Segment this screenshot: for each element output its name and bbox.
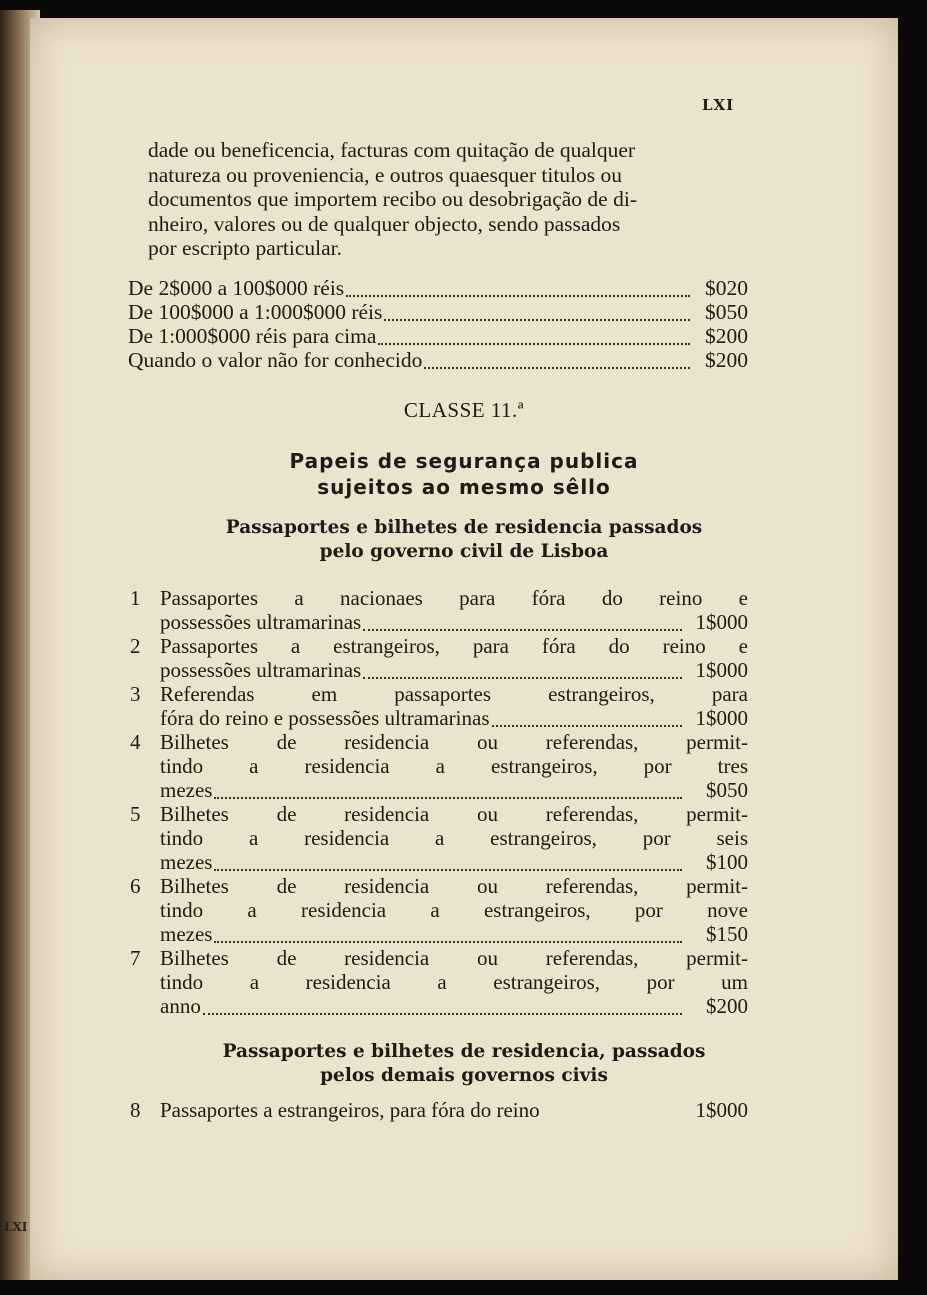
item-amount: 1$000 (695, 706, 748, 730)
list-item (130, 1098, 748, 1123)
ladder-label: Quando o valor não for conhecido (128, 348, 423, 372)
item-number: 7 (130, 946, 141, 970)
list-item (130, 634, 748, 682)
leader-dots (203, 1012, 682, 1015)
item-text-line: Bilhetes de residencia ou referendas, permit- (160, 802, 748, 826)
item-number: 4 (130, 730, 141, 754)
intro-line: por escripto particular. (148, 236, 343, 260)
ladder-amount: $200 (705, 348, 748, 372)
item-text-line: Referendas em passaportes estrangeiros, para (160, 682, 748, 706)
subheading-line: Passaportes e bilhetes de residencia, passados (222, 1041, 706, 1062)
list-item (130, 730, 748, 802)
item-text-last: fóra do reino e possessões ultramarinas (160, 706, 490, 730)
item-text-line: tindo a residencia a estrangeiros, por seis (160, 826, 748, 850)
item-text-line: Passaportes a estrangeiros, para fóra do reino e (160, 634, 748, 658)
item-text-last: possessões ultramarinas (160, 658, 362, 682)
ladder-row (128, 348, 748, 372)
leader-dots (346, 294, 690, 297)
ladder-row (128, 300, 748, 324)
item-amount: 1$000 (695, 658, 748, 682)
item-text-line: Bilhetes de residencia ou referendas, permit- (160, 730, 748, 754)
ladder-amount: $050 (705, 300, 748, 324)
page-content (30, 18, 898, 1280)
intro-paragraph (148, 138, 748, 261)
leader-dots (214, 796, 682, 799)
item-text-line: tindo a residencia a estrangeiros, por tres (160, 754, 748, 778)
subheading-line: pelos demais governos civis (320, 1065, 608, 1086)
leader-dots (363, 628, 682, 631)
ladder-label: De 100$000 a 1:000$000 réis (128, 300, 383, 324)
item-number: 5 (130, 802, 141, 826)
item-number: 6 (130, 874, 141, 898)
item-text-last: mezes (160, 922, 213, 946)
item-text-line: Bilhetes de residencia ou referendas, permit- (160, 946, 748, 970)
leader-dots (384, 318, 690, 321)
leader-dots (214, 868, 682, 871)
ladder-label: De 1:000$000 réis para cima (128, 324, 377, 348)
margin-folio-mark: LXI (4, 1220, 28, 1234)
item-text-last: anno (160, 994, 201, 1018)
heading-line: Papeis de segurança publica (289, 449, 639, 473)
leader-dots (363, 676, 682, 679)
page-folio: LXI (702, 96, 735, 114)
leader-dots (492, 724, 683, 727)
intro-line: nheiro, valores ou de qualquer objecto, sendo passados (148, 211, 621, 236)
item-text-line: tindo a residencia a estrangeiros, por um (160, 970, 748, 994)
item-number: 8 (130, 1098, 141, 1122)
item-text-last: mezes (160, 778, 213, 802)
item-amount: $100 (706, 850, 748, 874)
ladder-row (128, 324, 748, 348)
item-text: Passaportes a estrangeiros, para fóra do reino (160, 1098, 540, 1122)
list-item (130, 946, 748, 1018)
leader-dots (378, 342, 690, 345)
heading-line: sujeitos ao mesmo sêllo (317, 475, 611, 499)
section-heading (30, 448, 898, 500)
subsection-heading-other (30, 1040, 898, 1088)
list-item (130, 802, 748, 874)
item-amount: $200 (706, 994, 748, 1018)
item-number: 3 (130, 682, 141, 706)
intro-line: natureza ou proveniencia, e outros quaesquer titulos ou (148, 162, 623, 187)
ladder-amount: $020 (705, 276, 748, 300)
leader-dots (214, 940, 682, 943)
item-number: 2 (130, 634, 141, 658)
ladder-amount: $200 (705, 324, 748, 348)
item-text-line: tindo a residencia a estrangeiros, por nove (160, 898, 748, 922)
subsection-heading-lisboa (30, 516, 898, 564)
value-ladder (128, 276, 748, 372)
list-item (130, 682, 748, 730)
item-amount: 1$000 (695, 1098, 748, 1122)
ladder-row (128, 276, 748, 300)
class-title: CLASSE 11.ª (403, 398, 525, 422)
item-text-last: mezes (160, 850, 213, 874)
subheading-line: Passaportes e bilhetes de residencia passados (225, 517, 703, 538)
item-amount: $150 (706, 922, 748, 946)
item-amount: 1$000 (695, 610, 748, 634)
book-page (30, 18, 898, 1280)
ladder-label: De 2$000 a 100$000 réis (128, 276, 345, 300)
list-item (130, 874, 748, 946)
item-number: 1 (130, 586, 141, 610)
item-amount: $050 (706, 778, 748, 802)
list-item (130, 586, 748, 634)
item-text-last: possessões ultramarinas (160, 610, 362, 634)
intro-line: documentos que importem recibo ou desobrigação de di- (148, 187, 637, 211)
subheading-line: pelo governo civil de Lisboa (319, 541, 609, 562)
item-text-line: Bilhetes de residencia ou referendas, permit- (160, 874, 748, 898)
intro-line: dade ou beneficencia, facturas com quitação de qualquer (148, 138, 636, 162)
items-list (130, 586, 748, 1018)
leader-dots (424, 366, 690, 369)
item-text-line: Passaportes a nacionaes para fóra do reino e (160, 586, 748, 610)
